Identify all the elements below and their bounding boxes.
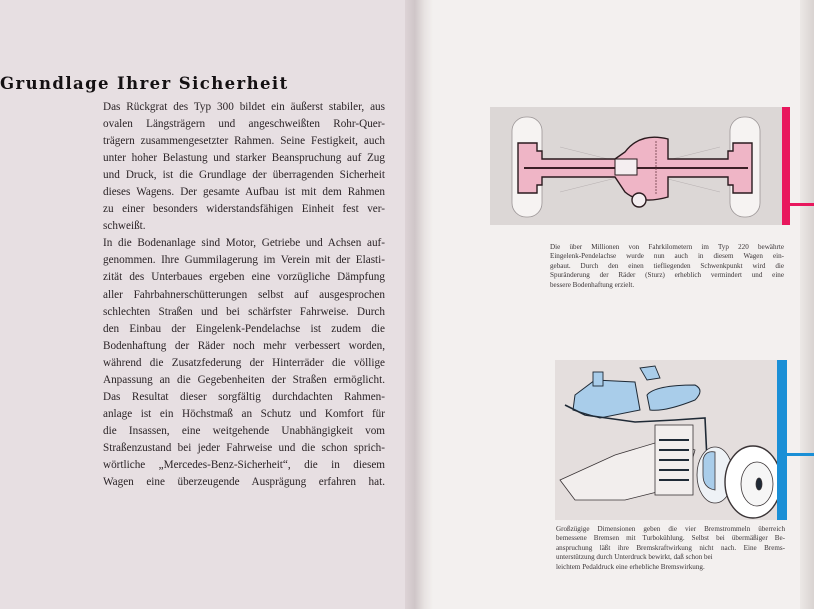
- body-text-line: Das Resultat dieser sorgfältig durchdachten Rahmen-: [103, 390, 385, 403]
- brake-system-drawing: [555, 360, 777, 520]
- brake-system-illustration: [555, 360, 777, 520]
- page-edge: [800, 0, 814, 609]
- body-text-line: trägern zusammengesetzter Rahmen. Seine Festigkeit, auch: [103, 135, 385, 148]
- body-text-line: die Insassen, eine weitgehende Unabhängigkeit vom: [103, 424, 385, 437]
- body-text: [103, 99, 385, 491]
- body-text-line: Wagen eine überzeugende Ausprägung erfahren hat.: [103, 476, 385, 489]
- pink-accent-bar: [782, 107, 790, 225]
- body-text-line: In die Bodenanlage sind Motor, Getriebe und Achsen auf-: [103, 237, 385, 250]
- caption-line: bessere Bodenhaftung erzielt.: [550, 280, 635, 289]
- caption-line: Spuränderung der Räder (Sturz) erheblich vermindert und eine: [550, 271, 784, 280]
- caption-line: Großzügige Dimensionen geben die vier Bremstrommeln überreich: [556, 525, 785, 533]
- caption-line: Eingelenk-Pendelachse wurde nun auch in diesem Wagen ein-: [550, 252, 784, 261]
- blue-accent-bar: [777, 360, 787, 520]
- caption-line: bemessene Bremsen mit Turbokühlung. Selbst bei übermäßiger Be-: [556, 534, 785, 543]
- body-text-line: dieses Wagens. Der gesamte Aufbau ist mit dem Rahmen: [103, 186, 385, 199]
- body-text-line: Bodenhaftung der Räder noch mehr verbessert worden,: [103, 339, 385, 352]
- caption-line: Die über Millionen von Fahrkilometern im Typ 220 bewährte: [550, 243, 784, 251]
- blue-accent-line: [787, 453, 814, 456]
- page-title: Grundlage Ihrer Sicherheit: [0, 74, 289, 93]
- caption-swing-axle: [550, 243, 784, 290]
- body-text-line: zität des Unterbaues ergeben eine vorzügliche Dämpfung: [103, 271, 385, 284]
- body-text-line: wörtliche „Mercedes-Benz-Sicherheit“, die in diesem: [103, 458, 385, 471]
- body-text-line: aller Fahrbahnerschütterungen selbst auf ausgesprochen: [103, 288, 385, 301]
- caption-line: gebaut. Durch den einen tiefliegenden Schwenkpunkt wird die: [550, 261, 784, 270]
- body-text-line: schweißt.: [103, 220, 146, 233]
- body-text-line: Anpassung an die Gegebenheiten der Straßen ermöglicht.: [103, 373, 385, 386]
- body-text-line: ovalen Längsträgern und angeschweißten Rohr-Quer-: [103, 118, 385, 131]
- caption-line: leichtem Pedaldruck eine erhebliche Bremswirkung.: [556, 562, 705, 571]
- swing-axle-illustration: [490, 107, 782, 225]
- caption-line: anspruchung läßt ihre Bremskraftwirkung nicht nach. Eine Brems-: [556, 543, 785, 552]
- pink-accent-line: [790, 203, 814, 206]
- body-text-line: schlechten Straßen und bei schärfster Fahrweise. Durch: [103, 305, 385, 318]
- body-text-line: und Druck, ist die Grundlage der überragenden Sicherheit: [103, 169, 385, 182]
- page-gutter: [405, 0, 433, 609]
- caption-line: unterstützung durch Unterdruck bewirkt, daß schon bei: [556, 553, 713, 562]
- body-text-line: zu einer besonders widerstandsfähigen Einheit fest ver-: [103, 203, 385, 216]
- swing-axle-drawing: [490, 107, 782, 225]
- body-text-line: genommen. Ihre Gummilagerung im Verein mit der Elasti-: [103, 254, 385, 267]
- body-text-line: Das Rückgrat des Typ 300 bildet ein äußerst stabiler, aus: [103, 101, 385, 113]
- body-text-line: unter hoher Belastung und starker Beanspruchung auf Zug: [103, 152, 385, 165]
- body-text-line: Straßenzustand bei jeder Fahrweise und die schon sprich-: [103, 441, 385, 454]
- caption-brakes: [556, 525, 785, 572]
- body-text-line: während die Zusatzfederung der Hinterräder die völlige: [103, 356, 385, 369]
- body-text-line: anlage ist ein Höchstmaß an Schutz und Komfort für: [103, 407, 385, 420]
- body-text-line: den Einbau der Eingelenk-Pendelachse ist zudem die: [103, 322, 385, 335]
